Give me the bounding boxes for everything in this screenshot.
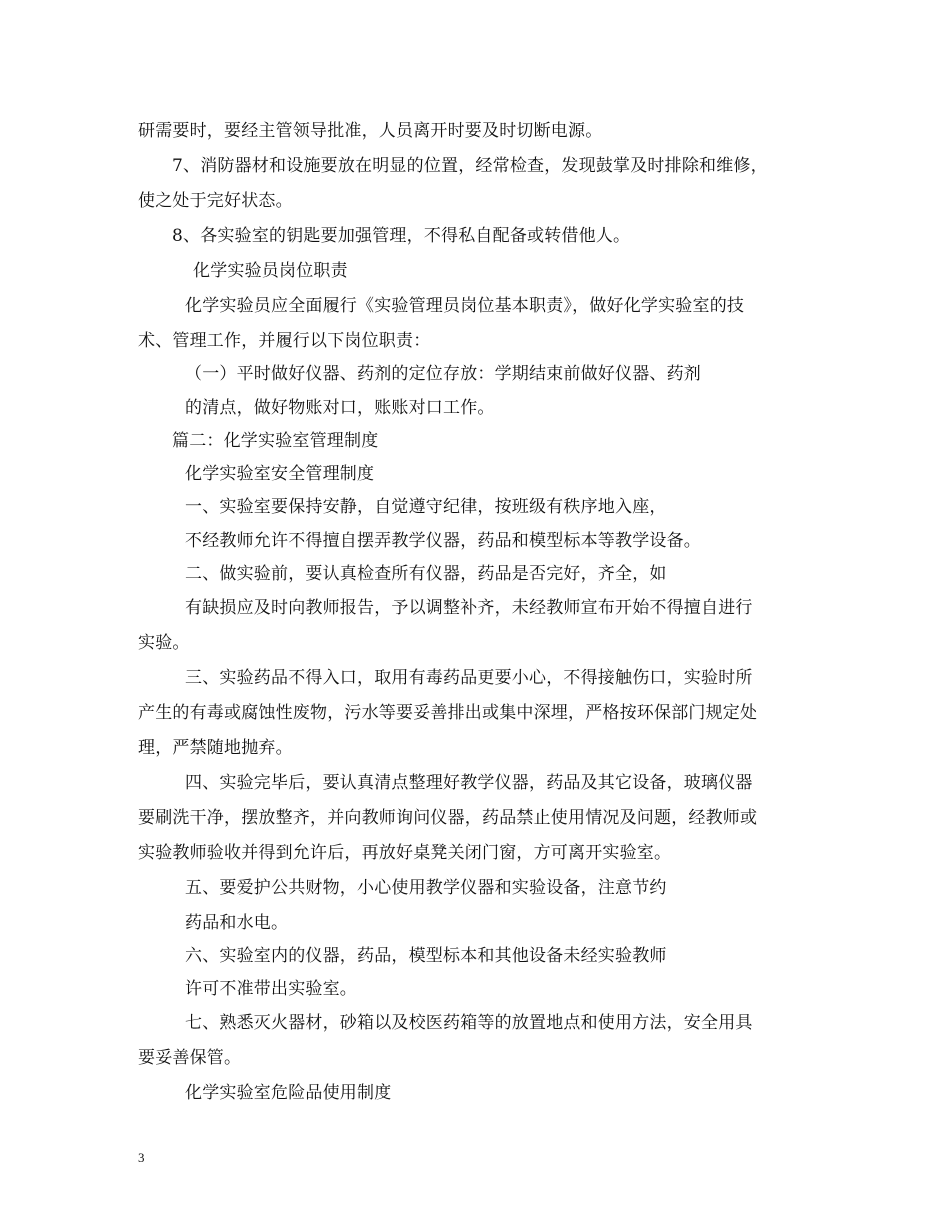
text-line: 二、做实验前，要认真检查所有仪器，药品是否完好，齐全，如 [185,564,667,584]
text-line: 要刷洗干净，摆放整齐，并向教师询问仪器，药品禁止使用情况及问题，经教师或 [138,808,758,828]
text-line: 术、管理工作，并履行以下岗位职责： [138,331,431,351]
section-heading: 化学实验员岗位职责 [193,261,348,281]
text-line: 研需要时，要经主管领导批准，人员离开时要及时切断电源。 [138,121,603,141]
text-line: 许可不准带出实验室。 [185,979,357,999]
text-line: 五、要爱护公共财物，小心使用教学仪器和实验设备，注意节约 [185,878,667,898]
text-line: 化学实验员应全面履行《实验管理员岗位基本职责》，做好化学实验室的技 [185,296,745,316]
text-line: 药品和水电。 [185,913,289,933]
page-number: 3 [138,1150,145,1165]
text-line: 的清点，做好物账对口，账账对口工作。 [185,398,495,418]
text-line: 7、消防器材和设施要放在明显的位置，经常检查，发现鼓掌及时排除和维修， [172,156,768,176]
text-line: 不经教师允许不得擅自摆弄教学仪器，药品和模型标本等教学设备。 [185,531,701,551]
text-line: 六、实验室内的仪器，药品，模型标本和其他设备未经实验教师 [185,946,667,966]
text-line: 使之处于完好状态。 [138,191,293,211]
text-line: 实验教师验收并得到允许后，再放好桌凳关闭门窗，方可离开实验室。 [138,843,672,863]
section-heading: 化学实验室安全管理制度 [185,464,375,484]
text-line: 8、各实验室的钥匙要加强管理，不得私自配备或转借他人。 [172,226,631,246]
text-line: 一、实验室要保持安静，自觉遵守纪律，按班级有秩序地入座， [185,497,667,517]
text-line: 有缺损应及时向教师报告，予以调整补齐，未经教师宣布开始不得擅自进行 [185,598,753,618]
section-heading: 篇二：化学实验室管理制度 [172,431,379,451]
text-line: 四、实验完毕后，要认真清点整理好教学仪器，药品及其它设备，玻璃仪器 [185,773,753,793]
text-line: 要妥善保管。 [138,1048,242,1068]
text-line: 理，严禁随地抛弃。 [138,738,293,758]
text-line: 三、实验药品不得入口，取用有毒药品更要小心，不得接触伤口，实验时所 [185,668,753,688]
text-line: 产生的有毒或腐蚀性废物，污水等要妥善排出或集中深埋，严格按环保部门规定处 [138,703,758,723]
section-heading: 化学实验室危险品使用制度 [185,1083,392,1103]
text-line: 七、熟悉灭火器材，砂箱以及校医药箱等的放置地点和使用方法，安全用具 [185,1013,753,1033]
text-line: 实验。 [138,633,190,653]
text-line: （一）平时做好仪器、药剂的定位存放：学期结束前做好仪器、药剂 [185,364,701,384]
